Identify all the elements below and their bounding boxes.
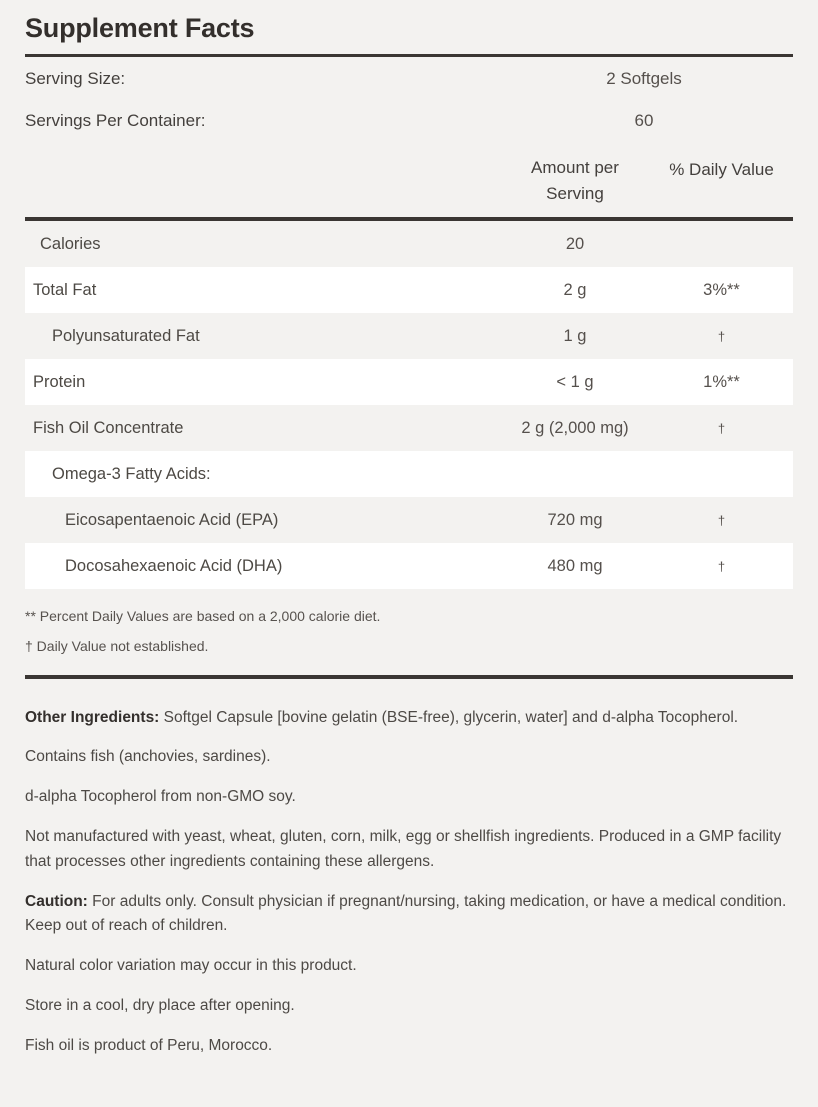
info-paragraph-text: Softgel Capsule [bovine gelatin (BSE-free), glycerin, water] and d-alpha Tocopherol.: [159, 708, 739, 726]
table-row: [25, 405, 793, 451]
table-row: [25, 497, 793, 543]
info-paragraph: [25, 947, 793, 987]
nutrient-daily-value: †: [717, 512, 726, 528]
column-headers: [25, 141, 793, 218]
info-paragraph-text: For adults only. Consult physician if pregnant/nursing, taking medication, or have a medical condition. Keep out of reach of children.: [25, 892, 787, 935]
info-paragraph: [25, 883, 793, 948]
nutrient-daily-value: †: [717, 420, 726, 436]
table-row: [25, 267, 793, 313]
footnotes-section: [25, 589, 793, 674]
table-row: [25, 221, 793, 267]
info-paragraph: [25, 778, 793, 818]
amount-per-serving-line2: Serving: [546, 184, 604, 204]
nutrient-table: [25, 221, 793, 589]
nutrient-name: Calories: [40, 234, 101, 253]
info-paragraph-label: Other Ingredients:: [25, 708, 160, 726]
nutrient-amount: 2 g: [563, 280, 587, 299]
info-paragraph-text: Store in a cool, dry place after opening.: [25, 997, 295, 1014]
footnote: † Daily Value not established.: [25, 638, 209, 655]
nutrient-amount: 720 mg: [547, 510, 603, 529]
footnote: ** Percent Daily Values are based on a 2,000 calorie diet.: [25, 608, 381, 625]
nutrient-amount: 20: [565, 234, 585, 253]
info-paragraph-text: Not manufactured with yeast, wheat, gluten, corn, milk, egg or shellfish ingredients. Produced in a GMP facility that processes other ingredients containing these allergens.: [25, 828, 782, 870]
info-paragraph-text: Natural color variation may occur in this product.: [25, 957, 357, 975]
info-paragraph: [25, 738, 793, 778]
info-paragraph-text: Contains fish (anchovies, sardines).: [25, 748, 271, 766]
nutrient-amount: 2 g (2,000 mg): [521, 418, 629, 437]
info-paragraph: [25, 818, 793, 883]
info-paragraph-text: d-alpha Tocopherol from non-GMO soy.: [25, 788, 296, 806]
servings-per-container-value: 60: [634, 110, 654, 130]
serving-info: [25, 57, 793, 141]
servings-per-container-row: [25, 99, 793, 141]
info-paragraph: [25, 699, 793, 739]
info-paragraph: [25, 1027, 793, 1067]
nutrient-amount: 480 mg: [547, 556, 603, 575]
serving-size-row: [25, 57, 793, 99]
nutrient-name: Docosahexaenoic Acid (DHA): [65, 556, 283, 575]
other-information-section: [25, 679, 793, 1077]
nutrient-amount: < 1 g: [556, 372, 594, 391]
nutrient-name: Total Fat: [33, 280, 97, 299]
table-row: [25, 313, 793, 359]
nutrient-name: Omega-3 Fatty Acids:: [52, 464, 211, 483]
nutrient-name: Protein: [33, 372, 86, 391]
info-paragraph-text: Fish oil is product of Peru, Morocco.: [25, 1036, 273, 1054]
nutrient-daily-value: 1%**: [703, 372, 740, 391]
serving-size-value: 2 Softgels: [606, 68, 682, 88]
column-header-amount-per-serving: [495, 155, 655, 208]
nutrient-name: Polyunsaturated Fat: [52, 326, 200, 345]
amount-per-serving-line1: Amount per: [531, 157, 619, 177]
table-row: [25, 451, 793, 497]
page-title: Supplement Facts: [25, 13, 255, 43]
serving-size-label: Serving Size:: [25, 68, 126, 88]
info-paragraph-label: Caution:: [25, 892, 88, 910]
nutrient-name: Fish Oil Concentrate: [33, 418, 184, 437]
nutrient-daily-value: †: [717, 328, 726, 344]
nutrient-daily-value: †: [717, 558, 726, 574]
table-row: [25, 543, 793, 589]
column-header-daily-value: % Daily Value: [669, 160, 774, 180]
nutrient-name: Eicosapentaenoic Acid (EPA): [65, 510, 279, 529]
info-paragraph: [25, 987, 793, 1027]
table-row: [25, 359, 793, 405]
servings-per-container-label: Servings Per Container:: [25, 110, 206, 130]
nutrient-daily-value: 3%**: [703, 280, 740, 299]
nutrient-amount: 1 g: [563, 326, 587, 345]
